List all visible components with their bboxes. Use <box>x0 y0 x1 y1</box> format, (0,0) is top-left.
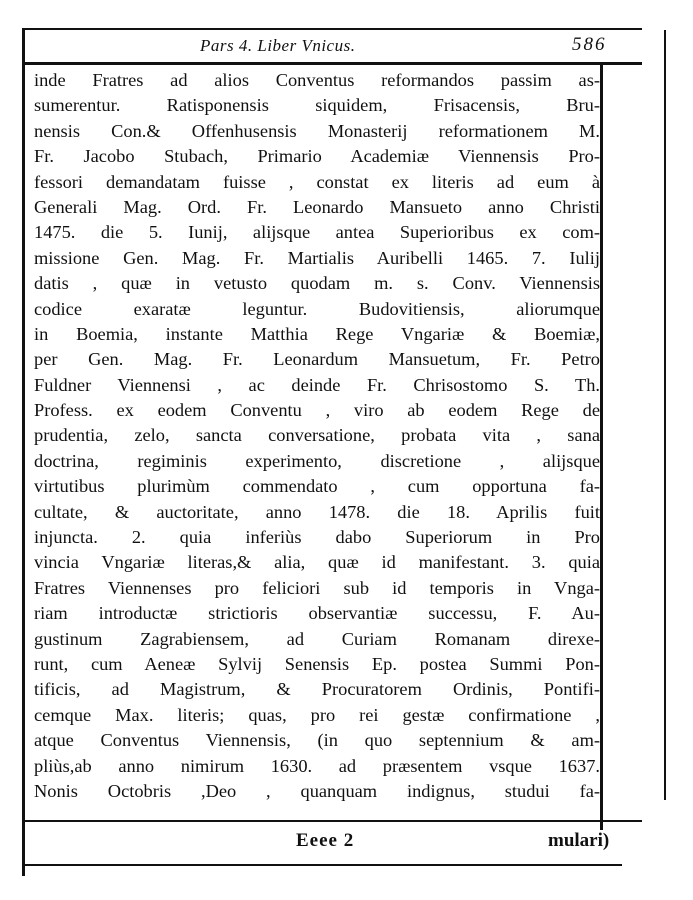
text-line: cemque Max. literis; quas, pro rei gestæ confirmatione , <box>34 704 600 725</box>
text-line: per Gen. Mag. Fr. Leonardum Mansuetum, Fr. Petro <box>34 349 600 370</box>
text-line: inde Fratres ad alios Conventus reformandos passim as- <box>34 70 600 90</box>
text-line: pliùs,ab anno nimirum 1630. ad præsentem vsque 1637. <box>34 755 600 776</box>
text-line: Profess. ex eodem Conventu , viro ab eodem Rege de <box>34 400 600 421</box>
text-line: gustinum Zagrabiensem, ad Curiam Romanam direxe- <box>34 628 600 649</box>
signature-mark: Eeee 2 <box>296 830 355 851</box>
catchword: mulari) <box>548 830 610 851</box>
text-line: Nonis Octobris ,Deo , quanquam indignus, studui fa- <box>34 780 600 801</box>
body-text <box>34 68 600 804</box>
text-line: missione Gen. Mag. Fr. Martialis Auribelli 1465. 7. Iulij <box>34 247 600 268</box>
text-line: runt, cum Aeneæ Sylvij Senensis Ep. postea Summi Pon- <box>34 653 600 674</box>
text-bottom-rule <box>22 820 642 822</box>
text-line: datis , quæ in vetusto quodam m. s. Conv. Viennensis <box>34 273 600 294</box>
text-line: nensis Con.& Offenhusensis Monasterij reformationem M. <box>34 120 600 141</box>
text-line: Generali Mag. Ord. Fr. Leonardo Mansueto anno Christi <box>34 196 600 217</box>
text-line: sumerentur. Ratisponensis siquidem, Frisacensis, Bru- <box>34 95 600 116</box>
text-line: in Boemia, instante Matthia Rege Vngariæ & Boemiæ, <box>34 323 600 344</box>
footer-rule <box>22 864 622 866</box>
text-line: prudentia, zelo, sancta conversatione, probata vita , sana <box>34 425 600 446</box>
text-line: codice exaratæ leguntur. Budovitiensis, aliorumque <box>34 298 600 319</box>
header-bottom-rule <box>22 62 642 65</box>
text-line: Fr. Jacobo Stubach, Primario Academiæ Viennensis Pro- <box>34 146 600 167</box>
text-line: 1475. die 5. Iunij, alijsque antea Superioribus ex com- <box>34 222 600 243</box>
text-line: Fuldner Viennensi , ac deinde Fr. Chrisostomo S. Th. <box>34 374 600 395</box>
text-line: injuncta. 2. quia inferiùs dabo Superiorum in Pro <box>34 527 600 548</box>
text-line: riam introductæ strictioris observantiæ successu, F. Au- <box>34 603 600 624</box>
text-line: vincia Vngariæ literas,& alia, quæ id manifestant. 3. quia <box>34 552 600 573</box>
text-line: atque Conventus Viennensis, (in quo septennium & am- <box>34 730 600 751</box>
frame-left-rule <box>22 28 25 876</box>
frame-right-rule <box>664 30 666 800</box>
running-head: Pars 4. Liber Vnicus. <box>200 36 356 55</box>
frame-inner-rule <box>600 62 603 830</box>
text-line: fessori demandatam fuisse , constat ex literis ad eum à <box>34 171 600 192</box>
text-line: tificis, ad Magistrum, & Procuratorem Ordinis, Pontifi- <box>34 679 600 700</box>
page-number: 586 <box>572 34 607 55</box>
text-line: virtutibus plurimùm commendato , cum opportuna fa- <box>34 476 600 497</box>
text-line: cultate, & auctoritate, anno 1478. die 18. Aprilis fuit <box>34 501 600 522</box>
text-line: Fratres Viennenses pro feliciori sub id temporis in Vnga- <box>34 577 600 598</box>
header-top-rule <box>22 28 642 30</box>
text-line: doctrina, regiminis experimento, discretione , alijsque <box>34 450 600 471</box>
